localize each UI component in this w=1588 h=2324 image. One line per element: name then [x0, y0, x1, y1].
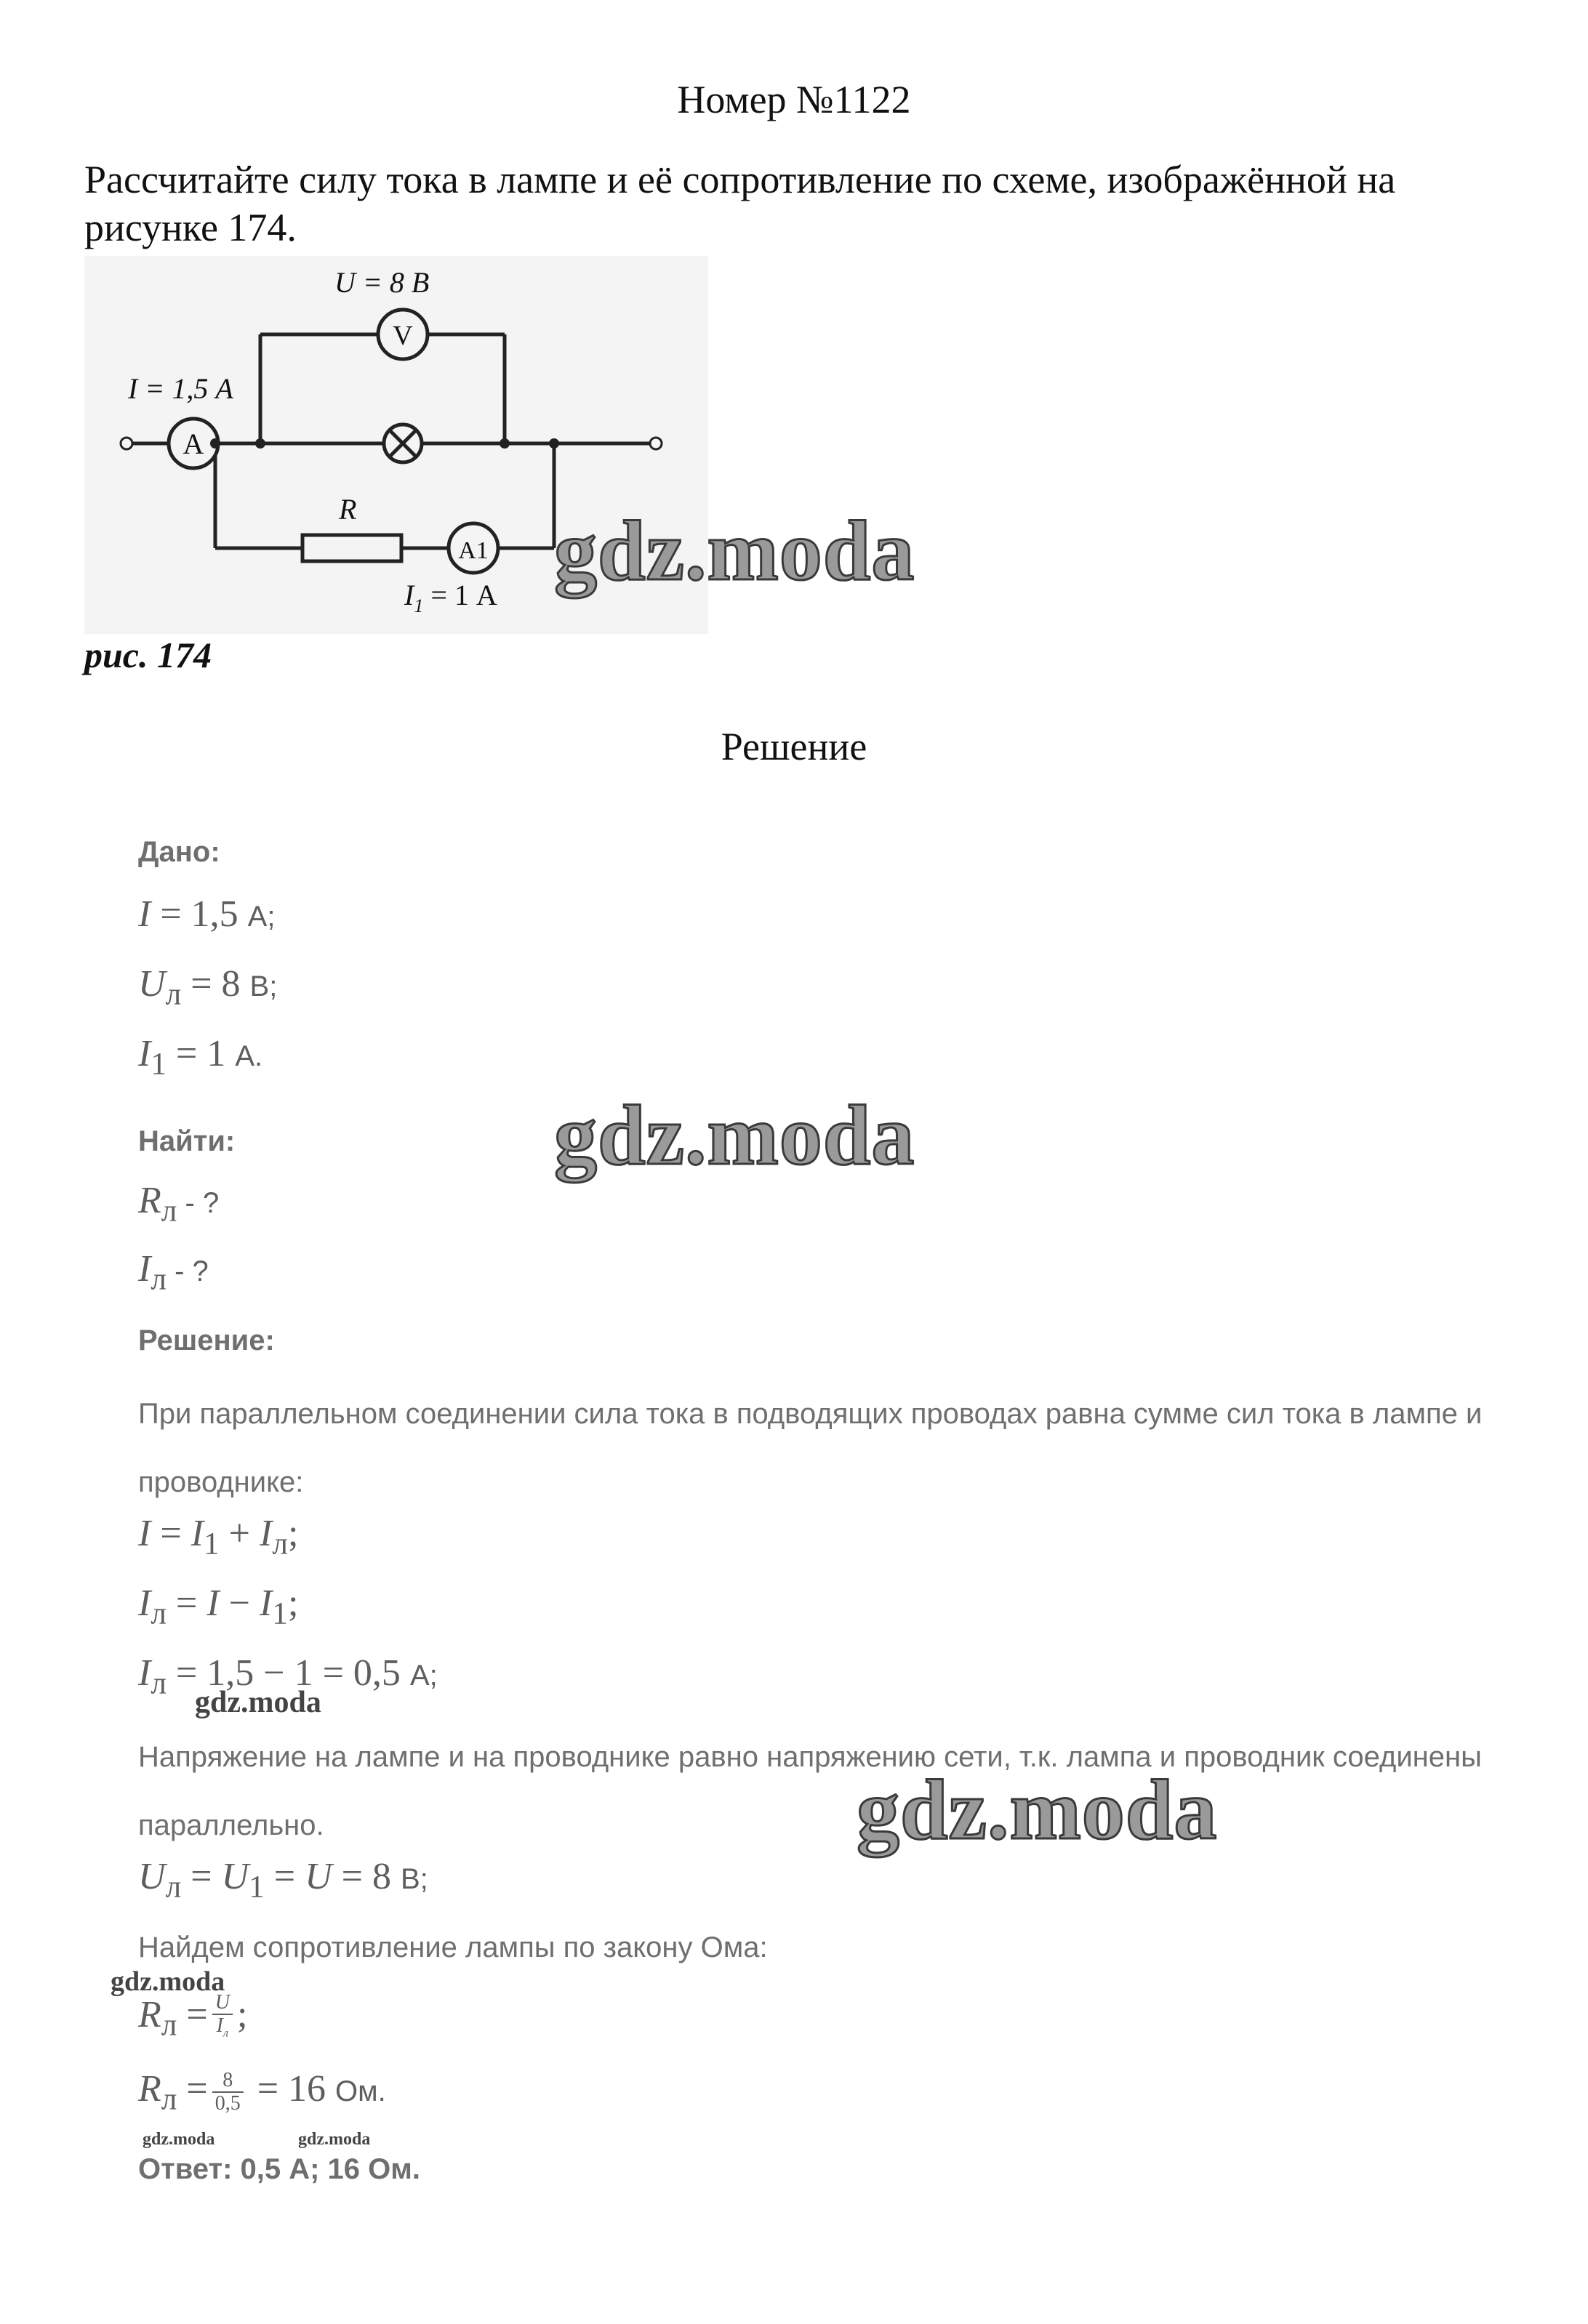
given-voltage: $U_л = 8$ В; — [138, 963, 278, 1012]
watermark: gdz.moda — [111, 1966, 225, 1997]
solution-paragraph-3: Найдем сопротивление лампы по закону Ома: — [138, 1931, 768, 1963]
formula-lamp-current: $I_л = I - I_1$; — [138, 1583, 299, 1631]
watermark: gdz.moda — [298, 2130, 371, 2149]
ammeter-label: A — [183, 427, 204, 460]
formula-voltage: $U_л = U_1 = U = 8$ В; — [138, 1856, 428, 1905]
formula-resistance: $R_л$ = $\frac{U}{I_л}$ ; — [138, 1991, 248, 2043]
find-resistance: $R_л$ - ? — [138, 1180, 220, 1229]
current1-label: $I_1 = 1$ А — [404, 579, 497, 616]
junction — [500, 438, 510, 449]
given-current-1: $I_1 = 1$ А. — [138, 1033, 263, 1082]
watermark: gdz.moda — [195, 1686, 321, 1719]
formula-resistance-value: $R_л$ = $\frac{8}{0,5}$ = 16 Ом. — [138, 2068, 386, 2117]
watermark: gdz.moda — [143, 2130, 215, 2149]
terminal — [121, 438, 132, 449]
watermark: gdz.moda — [554, 1087, 915, 1183]
watermark: gdz.moda — [857, 1762, 1218, 1857]
solution-paragraph-2: Напряжение на лампе и на проводнике равно напряжению сети, т.к. лампа и проводник соединены параллельно. — [138, 1741, 1482, 1841]
resistor-label: R — [339, 493, 357, 526]
solution-label: Решение: — [138, 1324, 275, 1356]
solution-heading: Решение — [721, 725, 867, 768]
find-label: Найти: — [138, 1125, 236, 1157]
problem-statement: Рассчитайте силу тока в лампе и её сопротивление по схеме, изображённой на рисунке 174. — [84, 158, 1396, 249]
watermark: gdz.moda — [554, 503, 915, 598]
junction — [549, 438, 559, 449]
formula-lamp-current-value: $I_л = 1,5 - 1 = 0,5$ А; — [138, 1652, 438, 1701]
given-current: I = 1,5 А; — [138, 893, 276, 935]
terminal — [650, 438, 662, 449]
formula-current-sum: $I = I_1 + I_л$; — [138, 1513, 299, 1561]
given-label: Дано: — [138, 836, 220, 868]
voltmeter-label: V — [393, 321, 413, 351]
ammeter1-label: A1 — [458, 537, 489, 564]
answer: Ответ: 0,5 А; 16 Ом. — [138, 2153, 420, 2185]
find-current: $I_л$ - ? — [138, 1248, 209, 1297]
junction — [255, 438, 265, 449]
current-label: I = 1,5 А — [128, 372, 233, 405]
solution-paragraph-1: При параллельном соединении сила тока в подводящих проводах равна сумме сил тока в лампе и проводнике: — [138, 1398, 1483, 1498]
page-title: Номер №1122 — [677, 78, 911, 121]
figure-caption: рис. 174 — [84, 635, 212, 675]
voltage-label: U = 8 В — [334, 266, 430, 299]
junction — [210, 438, 220, 449]
resistor — [302, 535, 401, 561]
